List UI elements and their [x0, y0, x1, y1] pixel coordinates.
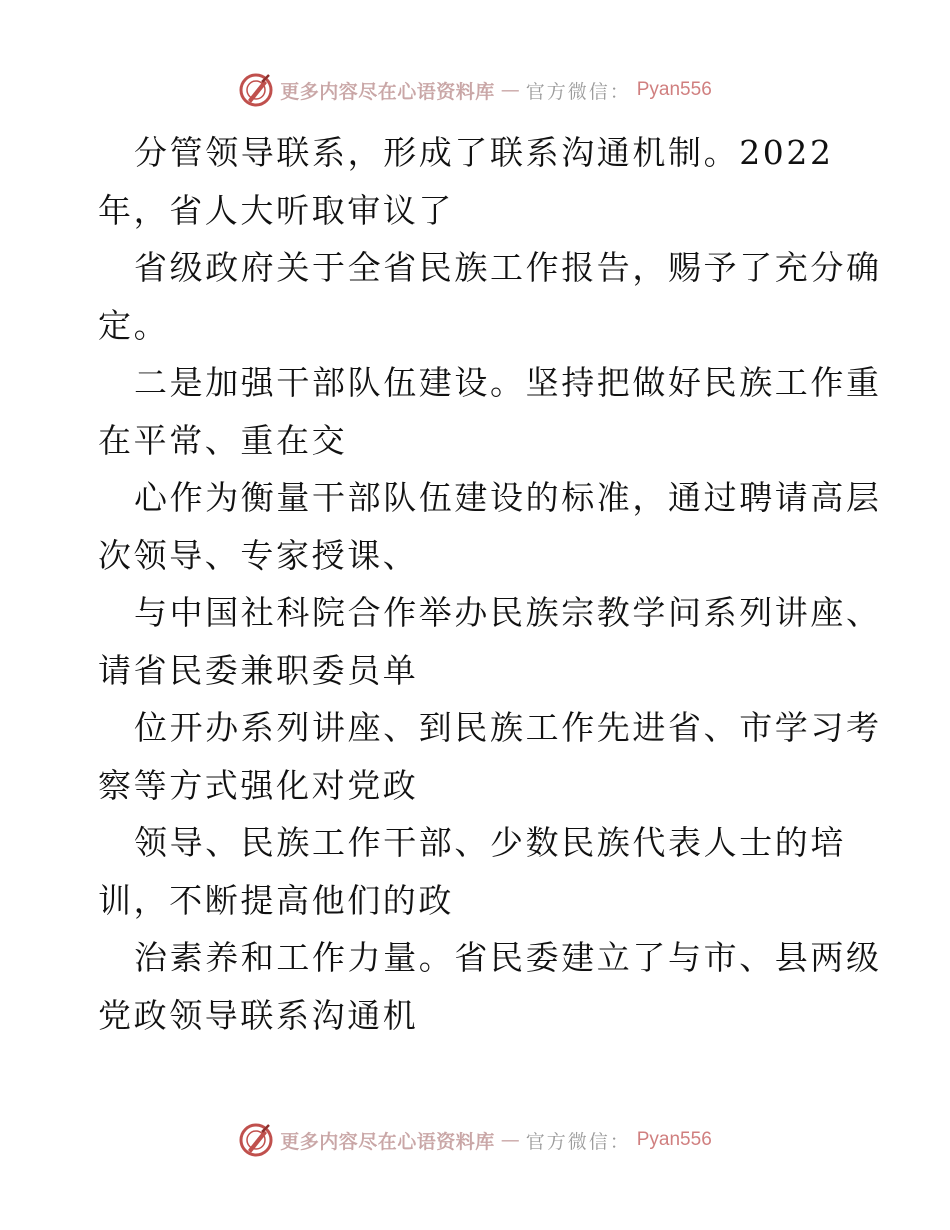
quill-pen-logo-icon — [238, 72, 274, 108]
watermark-wechat-id: Pyan556 — [636, 79, 712, 100]
watermark-sub-text: 官方微信： — [525, 80, 631, 103]
body-line: 分管领导联系，形成了联系沟通机制。2022 — [134, 133, 834, 172]
watermark-main-text: 更多内容尽在心语资料库 — [280, 80, 495, 103]
body-line: 在平常、重在交 — [98, 420, 348, 460]
watermark-dash: — — [500, 79, 520, 101]
watermark-sub-text: 官方微信： — [525, 1130, 631, 1153]
body-line: 治素养和工作力量。省民委建立了与市、县两级 — [134, 938, 882, 977]
body-line: 与中国社科院合作举办民族宗教学问系列讲座、 — [134, 593, 882, 632]
body-line: 年，省人大听取审议了 — [98, 190, 454, 230]
document-body — [98, 124, 882, 1044]
body-line: 训，不断提高他们的政 — [98, 880, 454, 920]
body-line: 心作为衡量干部队伍建设的标准，通过聘请高层 — [134, 478, 882, 517]
watermark-dash: — — [500, 1129, 520, 1151]
footer-watermark — [0, 1120, 950, 1160]
header-watermark — [0, 70, 950, 110]
watermark-wechat-id: Pyan556 — [636, 1129, 712, 1150]
body-line: 二是加强干部队伍建设。坚持把做好民族工作重 — [134, 363, 882, 402]
watermark-main-text: 更多内容尽在心语资料库 — [280, 1130, 495, 1153]
body-line: 位开办系列讲座、到民族工作先进省、市学习考 — [134, 708, 882, 747]
body-line: 察等方式强化对党政 — [98, 765, 419, 805]
body-line: 党政领导联系沟通机 — [98, 995, 419, 1035]
body-line: 次领导、专家授课、 — [98, 535, 419, 575]
body-line: 请省民委兼职委员单 — [98, 650, 419, 690]
body-line: 定。 — [98, 305, 170, 345]
body-line: 省级政府关于全省民族工作报告，赐予了充分确 — [134, 248, 882, 287]
quill-pen-logo-icon — [238, 1122, 274, 1158]
body-line: 领导、民族工作干部、少数民族代表人士的培 — [134, 823, 846, 862]
